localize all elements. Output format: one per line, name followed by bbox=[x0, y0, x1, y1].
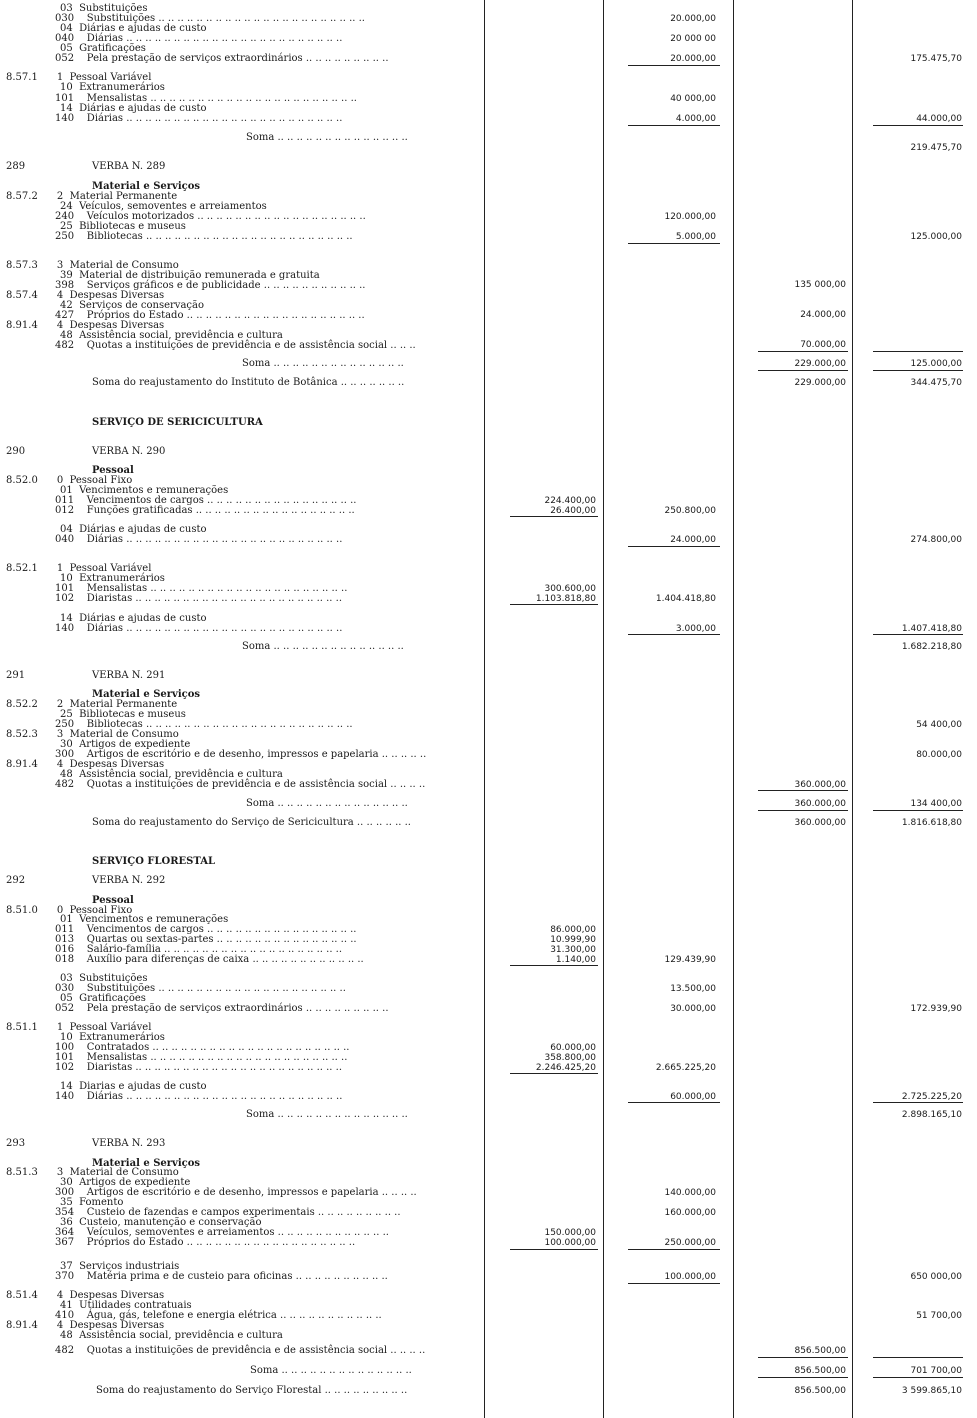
ledger-line: 040 Diárias .. .. .. .. .. .. .. .. .. .. .. .. .. .. .. .. .. .. .. .. .. .. .. bbox=[55, 534, 343, 545]
ledger-line: 290 bbox=[6, 446, 26, 457]
subtotal-rule bbox=[873, 1377, 963, 1378]
amount-value: 26.400,00 bbox=[550, 506, 596, 516]
ledger-line: 370 Matéria prima e de custeio para oficinas .. .. .. .. .. .. .. .. .. .. bbox=[55, 1271, 388, 1282]
ledger-line: 8.51.3 3 Material de Consumo bbox=[6, 1167, 179, 1178]
ledger-line: 016 Salário-família .. .. .. .. .. .. .. .. .. .. .. .. .. .. .. .. .. .. .. bbox=[55, 944, 343, 955]
ledger-line: 14 Diárias e ajudas de custo bbox=[60, 103, 207, 114]
amount-value: 4.000,00 bbox=[675, 114, 716, 124]
amount-value: 125.000,00 bbox=[910, 359, 962, 369]
ledger-line: 05 Gratificações bbox=[60, 993, 146, 1004]
ledger-line: 300 Artigos de escritório e de desenho, impressos e papelaria .. .. .. .. bbox=[55, 1187, 417, 1198]
subtotal-rule bbox=[510, 1249, 598, 1250]
ledger-line: 8.91.4 4 Despesas Diversas bbox=[6, 759, 165, 770]
ledger-line: 25 Bibliotecas e museus bbox=[60, 221, 186, 232]
amount-value: 3 599.865,10 bbox=[901, 1386, 962, 1396]
subtotal-rule bbox=[873, 1102, 963, 1103]
subtotal-rule bbox=[628, 65, 720, 66]
ledger-line: 8.51.1 1 Pessoal Variável bbox=[6, 1022, 152, 1033]
amount-value: 134 400,00 bbox=[910, 799, 962, 809]
ledger-line: 482 Quotas a instituições de previdência e de assistência social .. .. .. .. bbox=[55, 779, 426, 790]
ledger-line: 10 Extranumerários bbox=[60, 82, 165, 93]
amount-value: 86.000,00 bbox=[550, 925, 596, 935]
amount-value: 229.000,00 bbox=[794, 359, 846, 369]
ledger-line: 427 Próprios do Estado .. .. .. .. .. .. .. .. .. .. .. .. .. .. .. .. .. .. .. bbox=[55, 310, 365, 321]
ledger-line: VERBA N. 291 bbox=[92, 670, 166, 681]
subtotal-rule bbox=[628, 634, 720, 635]
subtotal-rule bbox=[758, 1377, 848, 1378]
ledger-line: 040 Diárias .. .. .. .. .. .. .. .. .. .. .. .. .. .. .. .. .. .. .. .. .. .. .. bbox=[55, 33, 343, 44]
amount-value: 360.000,00 bbox=[794, 780, 846, 790]
amount-value: 1.140,00 bbox=[555, 955, 596, 965]
subtotal-rule bbox=[510, 965, 598, 966]
amount-value: 54 400,00 bbox=[916, 720, 962, 730]
ledger-line: 14 Diarias e ajudas de custo bbox=[60, 1081, 207, 1092]
ledger-line: 8.91.4 4 Despesas Diversas bbox=[6, 320, 165, 331]
amount-value: 300.600,00 bbox=[544, 584, 596, 594]
subtotal-rule bbox=[873, 370, 963, 371]
ledger-line: 48 Assistência social, previdência e cultura bbox=[60, 1330, 283, 1341]
amount-value: 360.000,00 bbox=[794, 818, 846, 828]
ledger-line: Soma do reajustamento do Serviço de Sericicultura .. .. .. .. .. .. bbox=[92, 817, 411, 828]
amount-value: 24.000,00 bbox=[800, 310, 846, 320]
amount-value: 135 000,00 bbox=[794, 280, 846, 290]
ledger-line: Soma .. .. .. .. .. .. .. .. .. .. .. .. .. .. bbox=[246, 798, 408, 809]
column-rule-4 bbox=[852, 0, 853, 1418]
amount-value: 60.000,00 bbox=[550, 1043, 596, 1053]
ledger-line: 8.57.3 3 Material de Consumo bbox=[6, 260, 179, 271]
ledger-line: 42 Serviços de conservação bbox=[60, 300, 204, 311]
amount-value: 344.475,70 bbox=[910, 378, 962, 388]
ledger-line: 8.52.2 2 Material Permanente bbox=[6, 699, 178, 710]
ledger-line: VERBA N. 292 bbox=[92, 875, 166, 886]
ledger-line: 300 Artigos de escritório e de desenho, impressos e papelaria .. .. .. .. .. bbox=[55, 749, 427, 760]
ledger-line: Material e Serviços bbox=[92, 181, 201, 192]
subtotal-rule bbox=[873, 125, 963, 126]
subtotal-rule bbox=[758, 810, 848, 811]
ledger-line: 293 bbox=[6, 1138, 26, 1149]
amount-value: 100.000,00 bbox=[544, 1238, 596, 1248]
ledger-line: 8.52.0 0 Pessoal Fixo bbox=[6, 475, 133, 486]
ledger-line: 04 Diárias e ajudas de custo bbox=[60, 524, 207, 535]
ledger-line: 101 Mensalistas .. .. .. .. .. .. .. .. .. .. .. .. .. .. .. .. .. .. .. .. .. .. bbox=[55, 93, 357, 104]
ledger-line: 018 Auxílio para diferenças de caixa .. .. .. .. .. .. .. .. .. .. .. .. bbox=[55, 954, 364, 965]
amount-value: 856.500,00 bbox=[794, 1366, 846, 1376]
subtotal-rule bbox=[873, 810, 963, 811]
amount-value: 1.682.218,80 bbox=[901, 642, 962, 652]
amount-value: 1.407.418,80 bbox=[901, 624, 962, 634]
ledger-line: 354 Custeio de fazendas e campos experimentais .. .. .. .. .. .. .. .. .. bbox=[55, 1207, 401, 1218]
amount-value: 2.246.425,20 bbox=[535, 1063, 596, 1073]
subtotal-rule bbox=[873, 351, 963, 352]
ledger-line: 39 Material de distribuição remunerada e gratuita bbox=[60, 270, 320, 281]
ledger-line: 03 Substituições bbox=[60, 3, 148, 14]
ledger-line: 30 Artigos de expediente bbox=[60, 739, 191, 750]
ledger-line: Pessoal bbox=[92, 895, 134, 906]
ledger-line: SERVIÇO FLORESTAL bbox=[92, 856, 216, 867]
subtotal-rule bbox=[873, 634, 963, 635]
amount-value: 129.439,90 bbox=[664, 955, 716, 965]
ledger-line: Material e Serviços bbox=[92, 1158, 201, 1169]
ledger-line: 41 Utilidades contratuais bbox=[60, 1300, 192, 1311]
amount-value: 3.000,00 bbox=[675, 624, 716, 634]
ledger-line: 8.52.3 3 Material de Consumo bbox=[6, 729, 179, 740]
ledger-line: 052 Pela prestação de serviços extraordinários .. .. .. .. .. .. .. .. .. bbox=[55, 1003, 389, 1014]
amount-value: 125.000,00 bbox=[910, 232, 962, 242]
subtotal-rule bbox=[628, 546, 720, 547]
ledger-line: 140 Diárias .. .. .. .. .. .. .. .. .. .. .. .. .. .. .. .. .. .. .. .. .. .. .. bbox=[55, 113, 343, 124]
ledger-line: 140 Diárias .. .. .. .. .. .. .. .. .. .. .. .. .. .. .. .. .. .. .. .. .. .. .. bbox=[55, 1091, 343, 1102]
ledger-line: 250 Bibliotecas .. .. .. .. .. .. .. .. .. .. .. .. .. .. .. .. .. .. .. .. .. .. bbox=[55, 231, 353, 242]
ledger-line: Soma do reajustamento do Serviço Florestal .. .. .. .. .. .. .. .. .. bbox=[96, 1385, 408, 1396]
ledger-line: 37 Serviços industriais bbox=[60, 1261, 180, 1272]
ledger-line: 482 Quotas a instituições de previdência e de assistência social .. .. .. bbox=[55, 340, 416, 351]
ledger-line: 011 Vencimentos de cargos .. .. .. .. .. .. .. .. .. .. .. .. .. .. .. .. bbox=[55, 495, 357, 506]
ledger-line: 102 Diaristas .. .. .. .. .. .. .. .. .. .. .. .. .. .. .. .. .. .. .. .. .. .. bbox=[55, 1062, 342, 1073]
amount-value: 60.000,00 bbox=[670, 1092, 716, 1102]
amount-value: 30.000,00 bbox=[670, 1004, 716, 1014]
ledger-line: 101 Mensalistas .. .. .. .. .. .. .. .. .. .. .. .. .. .. .. .. .. .. .. .. .. bbox=[55, 1052, 348, 1063]
ledger-line: 25 Bibliotecas e museus bbox=[60, 709, 186, 720]
ledger-line: 01 Vencimentos e remunerações bbox=[60, 914, 229, 925]
ledger-line: 240 Veículos motorizados .. .. .. .. .. .. .. .. .. .. .. .. .. .. .. .. .. .. bbox=[55, 211, 366, 222]
ledger-line: 030 Substituições .. .. .. .. .. .. .. .. .. .. .. .. .. .. .. .. .. .. .. .. bbox=[55, 983, 346, 994]
ledger-line: 292 bbox=[6, 875, 26, 886]
ledger-line: Soma .. .. .. .. .. .. .. .. .. .. .. .. .. .. bbox=[250, 1365, 412, 1376]
amount-value: 2.898.165,10 bbox=[901, 1110, 962, 1120]
ledger-line: Soma .. .. .. .. .. .. .. .. .. .. .. .. .. .. bbox=[242, 641, 404, 652]
ledger-line: Soma .. .. .. .. .. .. .. .. .. .. .. .. .. .. bbox=[246, 132, 408, 143]
subtotal-rule bbox=[510, 516, 598, 517]
ledger-line: VERBA N. 289 bbox=[92, 161, 166, 172]
ledger-line: 30 Artigos de expediente bbox=[60, 1177, 191, 1188]
subtotal-rule bbox=[628, 1283, 720, 1284]
subtotal-rule bbox=[758, 1357, 848, 1358]
ledger-line: 8.51.0 0 Pessoal Fixo bbox=[6, 905, 133, 916]
ledger-line: Pessoal bbox=[92, 465, 134, 476]
ledger-line: 8.57.2 2 Material Permanente bbox=[6, 191, 178, 202]
ledger-line: 35 Fomento bbox=[60, 1197, 124, 1208]
ledger-line: VERBA N. 293 bbox=[92, 1138, 166, 1149]
ledger-line: 291 bbox=[6, 670, 26, 681]
ledger-line: 05 Gratificações bbox=[60, 43, 146, 54]
ledger-line: 102 Diaristas .. .. .. .. .. .. .. .. .. .. .. .. .. .. .. .. .. .. .. .. .. .. bbox=[55, 593, 342, 604]
amount-value: 358.800,00 bbox=[544, 1053, 596, 1063]
amount-value: 5.000,00 bbox=[675, 232, 716, 242]
ledger-line: 14 Diárias e ajudas de custo bbox=[60, 613, 207, 624]
ledger-line: 398 Serviços gráficos e de publicidade .. .. .. .. .. .. .. .. .. .. .. bbox=[55, 280, 366, 291]
ledger-line: 8.51.4 4 Despesas Diversas bbox=[6, 1290, 165, 1301]
amount-value: 1.103.818,80 bbox=[535, 594, 596, 604]
amount-value: 40 000,00 bbox=[670, 94, 716, 104]
ledger-line: 8.57.1 1 Pessoal Variável bbox=[6, 72, 152, 83]
amount-value: 70.000,00 bbox=[800, 340, 846, 350]
amount-value: 856.500,00 bbox=[794, 1346, 846, 1356]
column-rule-3 bbox=[733, 0, 734, 1418]
amount-value: 856.500,00 bbox=[794, 1386, 846, 1396]
ledger-line: 367 Próprios do Estado .. .. .. .. .. .. .. .. .. .. .. .. .. .. .. .. .. .. bbox=[55, 1237, 356, 1248]
subtotal-rule bbox=[628, 125, 720, 126]
ledger-line: Soma do reajustamento do Instituto de Botânica .. .. .. .. .. .. .. bbox=[92, 377, 405, 388]
amount-value: 250.000,00 bbox=[664, 1238, 716, 1248]
ledger-line: 36 Custeio, manutenção e conservação bbox=[60, 1217, 262, 1228]
amount-value: 20.000,00 bbox=[670, 14, 716, 24]
ledger-line: 013 Quartas ou sextas-partes .. .. .. .. .. .. .. .. .. .. .. .. .. .. .. bbox=[55, 934, 357, 945]
amount-value: 175.475,70 bbox=[910, 54, 962, 64]
ledger-line: 101 Mensalistas .. .. .. .. .. .. .. .. .. .. .. .. .. .. .. .. .. .. .. .. .. bbox=[55, 583, 348, 594]
amount-value: 80.000,00 bbox=[916, 750, 962, 760]
ledger-line: Material e Serviços bbox=[92, 689, 201, 700]
ledger-line: 482 Quotas a instituições de previdência e de assistência social .. .. .. .. bbox=[55, 1345, 426, 1356]
amount-value: 2.665.225,20 bbox=[655, 1063, 716, 1073]
subtotal-rule bbox=[758, 351, 848, 352]
ledger-line: VERBA N. 290 bbox=[92, 446, 166, 457]
ledger-line: 01 Vencimentos e remunerações bbox=[60, 485, 229, 496]
amount-value: 51 700,00 bbox=[916, 1311, 962, 1321]
ledger-line: Soma .. .. .. .. .. .. .. .. .. .. .. .. .. .. bbox=[246, 1109, 408, 1120]
amount-value: 172.939,90 bbox=[910, 1004, 962, 1014]
ledger-line: 011 Vencimentos de cargos .. .. .. .. .. .. .. .. .. .. .. .. .. .. .. .. bbox=[55, 924, 357, 935]
amount-value: 274.800,00 bbox=[910, 535, 962, 545]
ledger-line: 052 Pela prestação de serviços extraordinários .. .. .. .. .. .. .. .. .. bbox=[55, 53, 389, 64]
amount-value: 31.300,00 bbox=[550, 945, 596, 955]
amount-value: 224.400,00 bbox=[544, 496, 596, 506]
amount-value: 150.000,00 bbox=[544, 1228, 596, 1238]
column-rule-1 bbox=[484, 0, 485, 1418]
column-rule-2 bbox=[603, 0, 604, 1418]
amount-value: 701 700,00 bbox=[910, 1366, 962, 1376]
ledger-line: 48 Assistência social, previdência e cultura bbox=[60, 769, 283, 780]
ledger-line: 24 Veículos, semoventes e arreiamentos bbox=[60, 201, 267, 212]
amount-value: 140.000,00 bbox=[664, 1188, 716, 1198]
subtotal-rule bbox=[628, 243, 720, 244]
subtotal-rule bbox=[758, 790, 848, 791]
amount-value: 120.000,00 bbox=[664, 212, 716, 222]
ledger-line: 140 Diárias .. .. .. .. .. .. .. .. .. .. .. .. .. .. .. .. .. .. .. .. .. .. .. bbox=[55, 623, 343, 634]
amount-value: 13.500,00 bbox=[670, 984, 716, 994]
subtotal-rule bbox=[628, 1102, 720, 1103]
amount-value: 10.999,90 bbox=[550, 935, 596, 945]
ledger-line: 10 Extranumerários bbox=[60, 1032, 165, 1043]
amount-value: 250.800,00 bbox=[664, 506, 716, 516]
amount-value: 160.000,00 bbox=[664, 1208, 716, 1218]
amount-value: 1.404.418,80 bbox=[655, 594, 716, 604]
amount-value: 219.475,70 bbox=[910, 143, 962, 153]
ledger-line: 410 Água, gás, telefone e energia elétrica .. .. .. .. .. .. .. .. .. .. .. bbox=[55, 1310, 382, 1321]
ledger-line: 289 bbox=[6, 161, 26, 172]
ledger-line: 03 Substituições bbox=[60, 973, 148, 984]
amount-value: 2.725.225,20 bbox=[901, 1092, 962, 1102]
amount-value: 20 000 00 bbox=[670, 34, 716, 44]
amount-value: 650 000,00 bbox=[910, 1272, 962, 1282]
subtotal-rule bbox=[758, 370, 848, 371]
amount-value: 100.000,00 bbox=[664, 1272, 716, 1282]
ledger-line: 48 Assistência social, previdência e cultura bbox=[60, 330, 283, 341]
ledger-line: 250 Bibliotecas .. .. .. .. .. .. .. .. .. .. .. .. .. .. .. .. .. .. .. .. .. .. bbox=[55, 719, 353, 730]
ledger-line: SERVIÇO DE SERICICULTURA bbox=[92, 417, 263, 428]
ledger-line: 04 Diárias e ajudas de custo bbox=[60, 23, 207, 34]
ledger-line: 8.91.4 4 Despesas Diversas bbox=[6, 1320, 165, 1331]
amount-value: 44.000,00 bbox=[916, 114, 962, 124]
amount-value: 229.000,00 bbox=[794, 378, 846, 388]
ledger-line: Soma .. .. .. .. .. .. .. .. .. .. .. .. .. .. bbox=[242, 358, 404, 369]
subtotal-rule bbox=[628, 1249, 720, 1250]
ledger-line: 364 Veículos, semoventes e arreiamentos .. .. .. .. .. .. .. .. .. .. .. .. bbox=[55, 1227, 389, 1238]
ledger-line: 8.57.4 4 Despesas Diversas bbox=[6, 290, 165, 301]
ledger-line: 100 Contratados .. .. .. .. .. .. .. .. .. .. .. .. .. .. .. .. .. .. .. .. .. bbox=[55, 1042, 350, 1053]
amount-value: 24.000,00 bbox=[670, 535, 716, 545]
ledger-line: 012 Funções gratificadas .. .. .. .. .. .. .. .. .. .. .. .. .. .. .. .. .. bbox=[55, 505, 355, 516]
amount-value: 1.816.618,80 bbox=[901, 818, 962, 828]
subtotal-rule bbox=[510, 604, 598, 605]
subtotal-rule bbox=[510, 1073, 598, 1074]
subtotal-rule bbox=[873, 1357, 963, 1358]
amount-value: 360.000,00 bbox=[794, 799, 846, 809]
ledger-line: 030 Substituições .. .. .. .. .. .. .. .. .. .. .. .. .. .. .. .. .. .. .. .. .. .. bbox=[55, 13, 365, 24]
ledger-line: 10 Extranumerários bbox=[60, 573, 165, 584]
ledger-line: 8.52.1 1 Pessoal Variável bbox=[6, 563, 152, 574]
amount-value: 20.000,00 bbox=[670, 54, 716, 64]
